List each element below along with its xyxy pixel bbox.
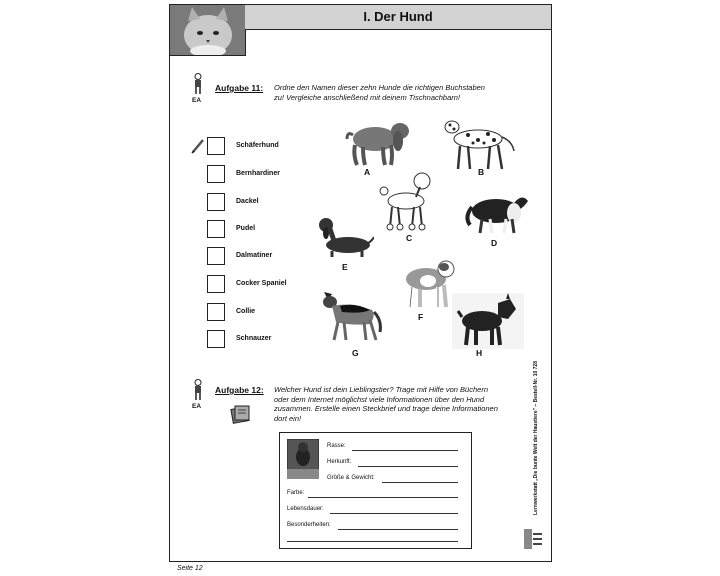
books-icon xyxy=(230,402,252,424)
dog-d-illustration xyxy=(464,187,532,237)
answer-box-5[interactable] xyxy=(207,247,225,265)
dog-letter: D xyxy=(491,238,498,248)
dog-b-illustration xyxy=(438,115,518,173)
publisher-logo xyxy=(522,527,544,553)
ea-label: EA xyxy=(192,97,202,104)
dog-c-illustration xyxy=(376,171,442,233)
title-bar xyxy=(245,5,551,30)
breed-name: Dalmatiner xyxy=(236,252,273,259)
answer-box-2[interactable] xyxy=(207,165,225,183)
breed-name: Schnauzer xyxy=(236,335,272,342)
task-12-label: Aufgabe 12: xyxy=(215,385,264,395)
task-12-text: Welcher Hund ist dein Lieblingstier? Trage mit Hilfe von Büchern oder dem Internet möglichst viele Informationen über den Hund zusammen. Erstelle einen Steckbrief und trage deine Informationen dort ein! xyxy=(274,385,498,423)
groesse-line[interactable] xyxy=(382,482,458,483)
profile-card xyxy=(279,432,472,549)
dog-letter: C xyxy=(406,233,413,243)
field-besonderheiten: Besonderheiten: xyxy=(287,522,331,528)
dog-e-illustration xyxy=(316,215,374,259)
extra-line[interactable] xyxy=(287,541,458,542)
page-number: Seite 12 xyxy=(177,565,203,572)
field-lebensdauer: Lebensdauer: xyxy=(287,506,324,512)
breed-name: Schäferhund xyxy=(236,142,279,149)
dog-g-illustration xyxy=(318,290,384,344)
pencil-icon xyxy=(191,138,205,154)
field-herkunft: Herkunft: xyxy=(327,459,352,465)
person-icon xyxy=(192,73,204,95)
publisher-side-text: Lernwerkstatt „Die bunte Welt der Haustiere" – Bestell-Nr. 10 728 xyxy=(533,361,539,515)
besonderheiten-line[interactable] xyxy=(338,529,458,530)
dog-photo xyxy=(287,439,319,479)
ea-label: EA xyxy=(192,403,202,410)
dog-letter: H xyxy=(476,348,483,358)
rasse-line[interactable] xyxy=(352,450,458,451)
worksheet-page xyxy=(169,4,552,562)
answer-box-4[interactable] xyxy=(207,220,225,238)
farbe-line[interactable] xyxy=(308,497,458,498)
field-groesse: Größe & Gewicht: xyxy=(327,475,375,481)
dog-letter: G xyxy=(352,348,359,358)
dog-letter: E xyxy=(342,262,348,272)
dog-a-illustration xyxy=(345,117,413,169)
task-11-label: Aufgabe 11: xyxy=(215,83,264,93)
dog-f-illustration xyxy=(398,259,458,311)
herkunft-line[interactable] xyxy=(358,466,458,467)
field-rasse: Rasse: xyxy=(327,443,346,449)
task-11-text: Ordne den Namen dieser zehn Hunde die richtigen Buchstaben zu! Vergleiche anschließend mit deinem Tischnachbarn! xyxy=(274,83,485,102)
answer-box-1[interactable] xyxy=(207,137,225,155)
answer-box-8[interactable] xyxy=(207,330,225,348)
answer-box-3[interactable] xyxy=(207,193,225,211)
person-icon xyxy=(192,379,204,401)
breed-name: Bernhardiner xyxy=(236,170,280,177)
dog-letter: A xyxy=(364,167,371,177)
dog-letter: F xyxy=(418,312,424,322)
breed-name: Dackel xyxy=(236,198,259,205)
dog-h-illustration xyxy=(452,293,524,349)
answer-box-6[interactable] xyxy=(207,275,225,293)
dog-letter: B xyxy=(478,167,485,177)
cat-photo xyxy=(170,5,246,56)
field-farbe: Farbe: xyxy=(287,490,305,496)
breed-name: Collie xyxy=(236,308,256,315)
answer-box-7[interactable] xyxy=(207,303,225,321)
breed-name: Pudel xyxy=(236,225,256,232)
breed-name: Cocker Spaniel xyxy=(236,280,287,287)
page-title: I. Der Hund xyxy=(363,9,433,24)
lebensdauer-line[interactable] xyxy=(330,513,458,514)
